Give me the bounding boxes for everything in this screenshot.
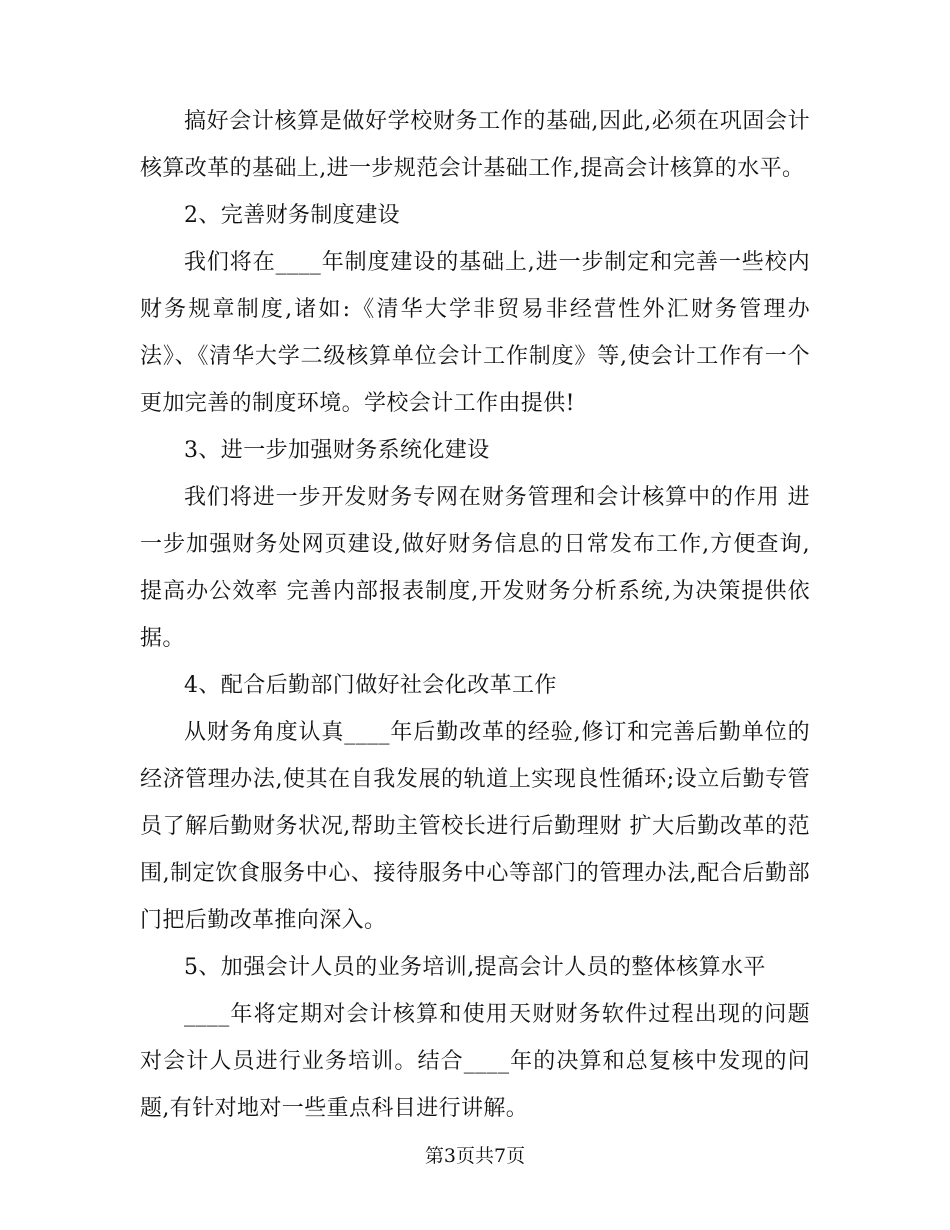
paragraph-accounting-basis: 搞好会计核算是做好学校财务工作的基础,因此,必须在巩固会计核算改革的基础上,进一步规范会计基础工作,提高会计核算的水平。 — [140, 109, 810, 181]
paragraph-logistics-reform: 从财务角度认真____年后勤改革的经验,修订和完善后勤单位的经济管理办法,使其在自我发展的轨道上实现良性循环;设立后勤专管员了解后勤财务状况,帮助主管校长进行后勤理财 扩大后勤改革的范围,制定饮食服务中心、接待服务中心等部门的管理办法,配合后勤部门把后勤改革推向深入。 — [140, 720, 810, 933]
section-heading-5: 5、加强会计人员的业务培训,提高会计人员的整体核算水平 — [184, 955, 766, 980]
paragraph-regulations: 我们将在____年制度建设的基础上,进一步制定和完善一些校内财务规章制度,诸如:《清华大学非贸易非经营性外汇财务管理办法》、《清华大学二级核算单位会计工作制度》等,使会计工作有一个更加完善的制度环境。学校会计工作由提供! — [140, 250, 810, 416]
document-body — [140, 98, 810, 1132]
paragraph-systematization: 我们将进一步开发财务专网在财务管理和会计核算中的作用 进一步加强财务处网页建设,做好财务信息的日常发布工作,方便查询,提高办公效率 完善内部报表制度,开发财务分析系统,为决策提供依据。 — [140, 485, 810, 651]
section-heading-3: 3、进一步加强财务系统化建设 — [184, 438, 490, 463]
section-heading-2: 2、完善财务制度建设 — [184, 203, 400, 228]
paragraph-training: ____年将定期对会计核算和使用天财财务软件过程出现的问题对会计人员进行业务培训。结合____年的决算和总复核中发现的问题,有针对地对一些重点科目进行讲解。 — [140, 1002, 810, 1121]
page-number-footer: 第3页共7页 — [424, 1145, 526, 1167]
section-heading-4: 4、配合后勤部门做好社会化改革工作 — [184, 673, 557, 698]
